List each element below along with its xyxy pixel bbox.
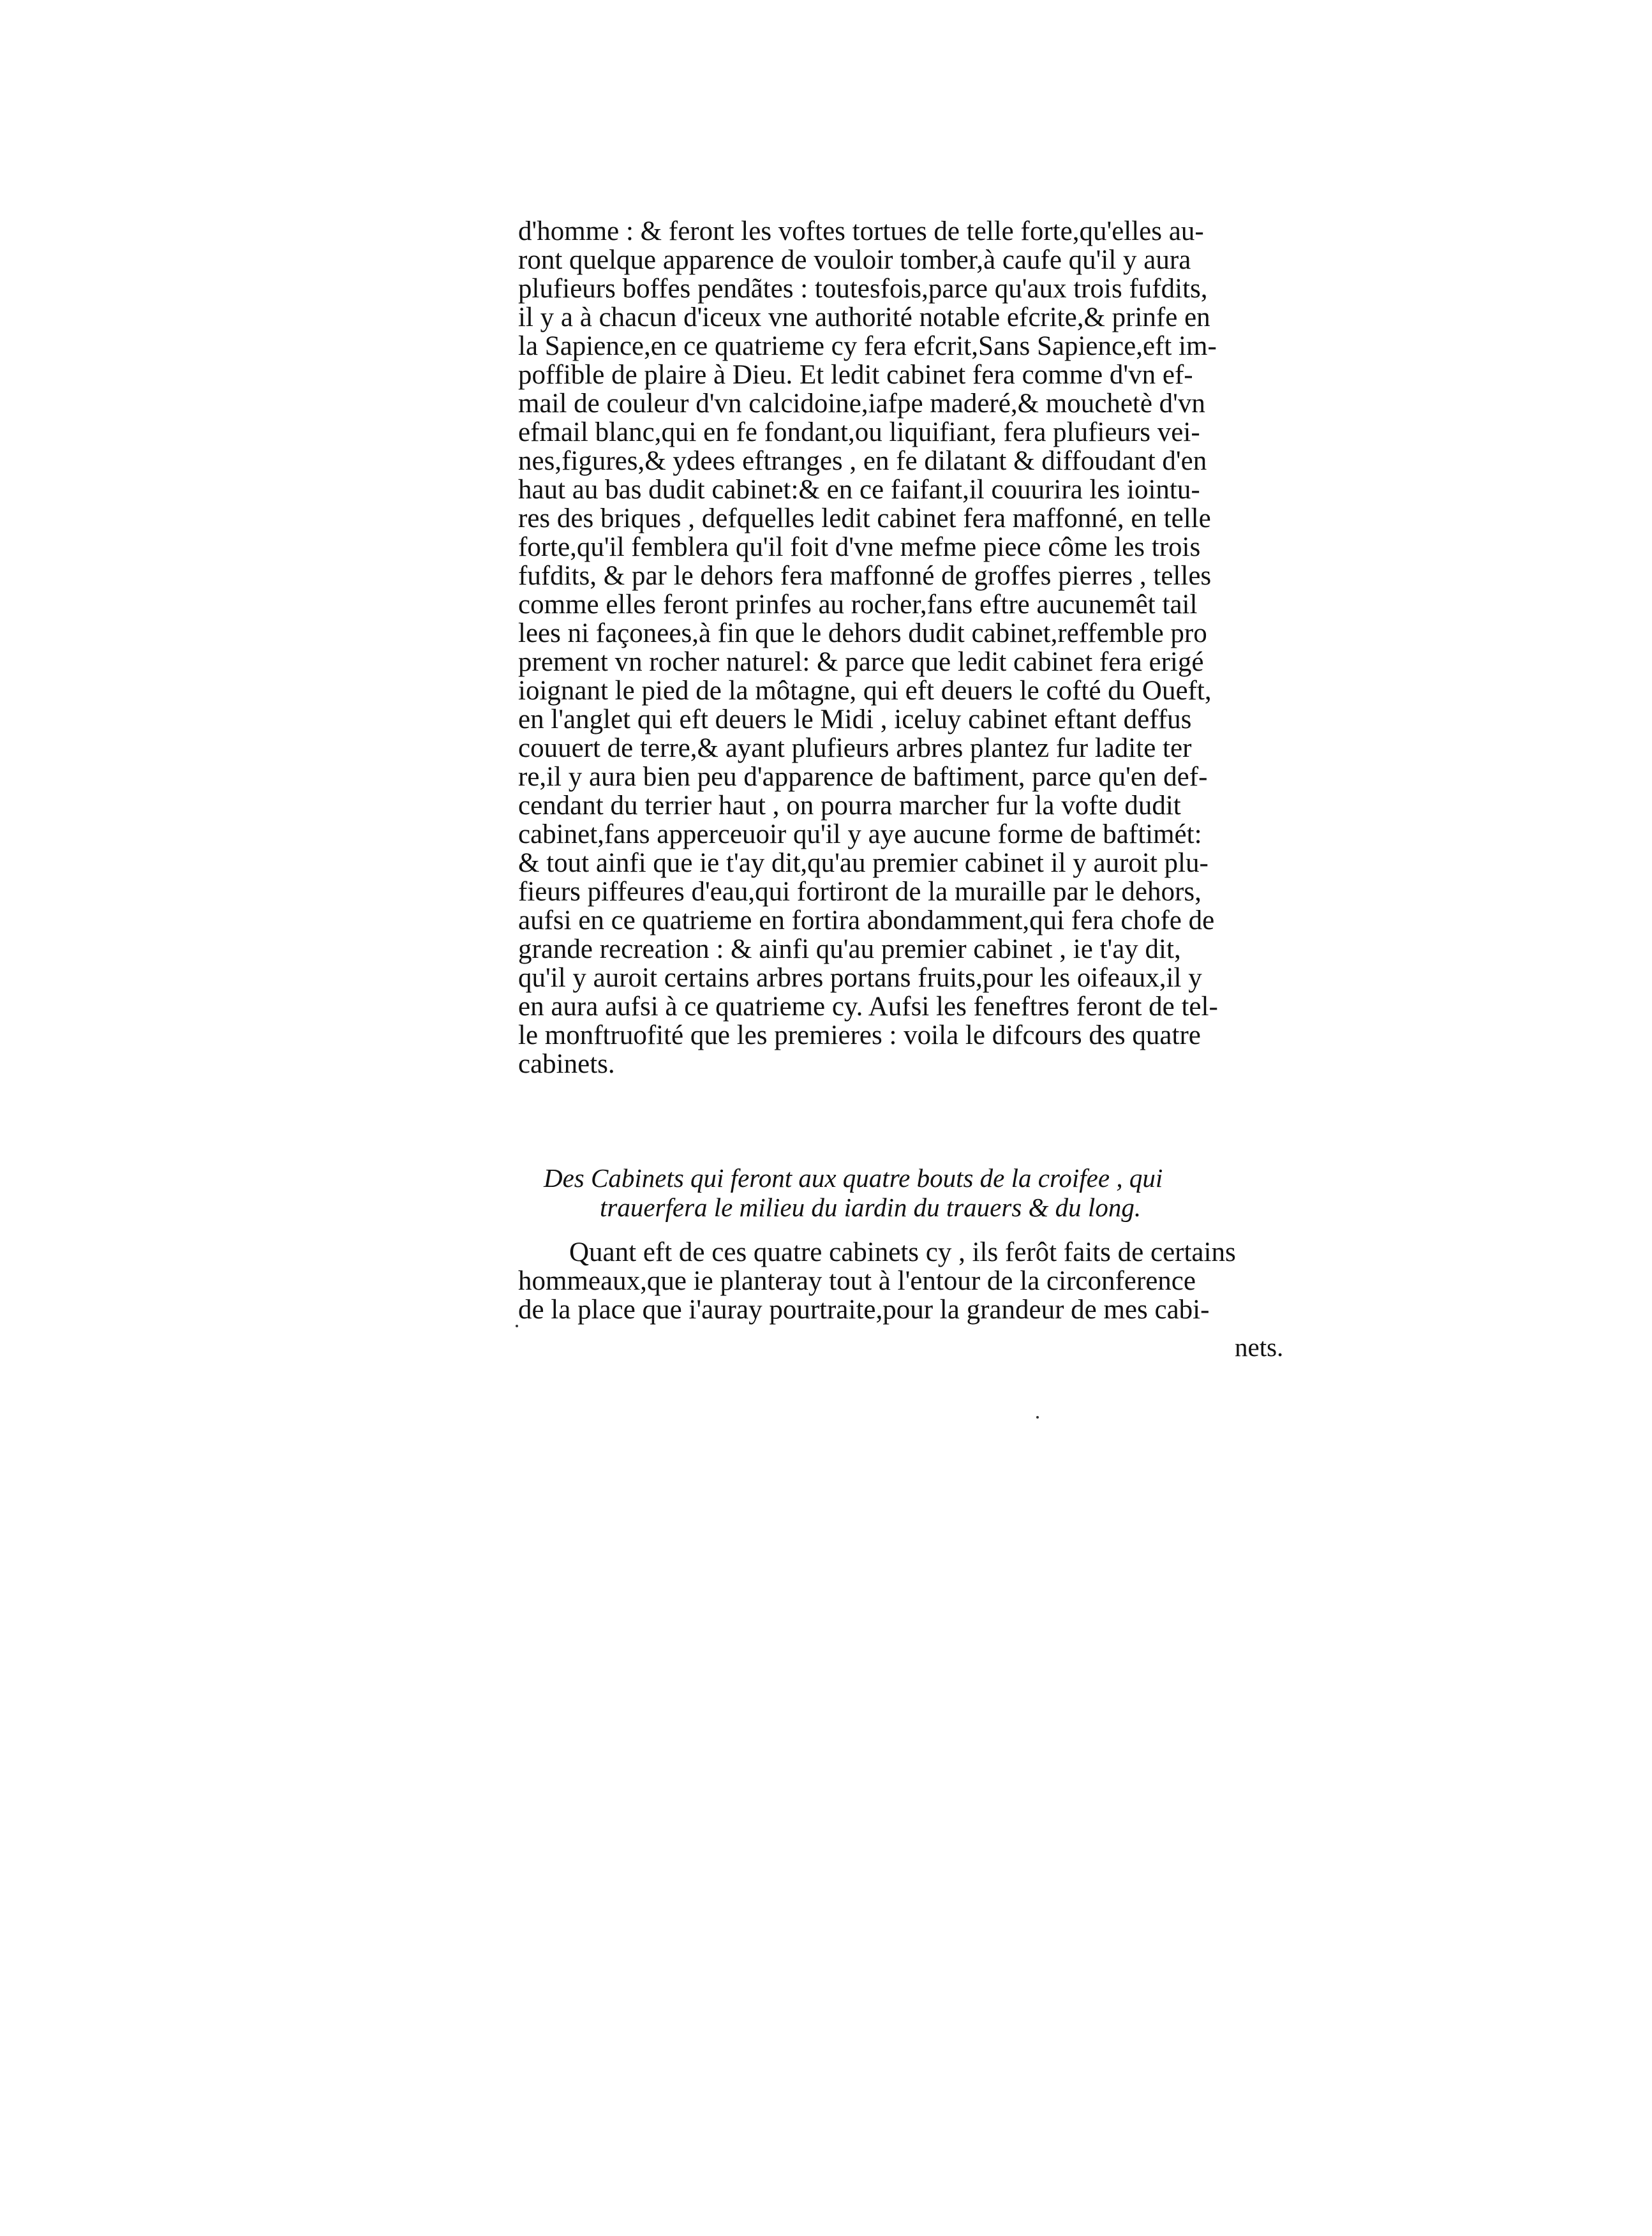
text-line: grande recreation : & ainfi qu'au premier cabinet , ie t'ay dit, [518, 934, 1181, 964]
section-heading [544, 1163, 1277, 1222]
text-line: efmail blanc,qui en fe fondant,ou liquifiant, fera plufieurs vei- [518, 417, 1200, 447]
text-line: il y a à chacun d'iceux vne authorité notable efcrite,& prinfe en [518, 302, 1210, 332]
ink-speck [516, 1325, 518, 1327]
ink-speck [1036, 1416, 1039, 1419]
text-line: fufdits, & par le dehors fera maffonné de groffes pierres , telles [518, 561, 1212, 591]
heading-line: Des Cabinets qui feront aux quatre bouts de la croifee , qui [544, 1163, 1163, 1193]
text-line: Quant eft de ces quatre cabinets cy , ils ferôt faits de certains [569, 1237, 1236, 1267]
text-line: ioignant le pied de la môtagne, qui eft deuers le cofté du Oueft, [518, 676, 1212, 706]
text-line: mail de couleur d'vn calcidoine,iafpe maderé,& mouchetè d'vn [518, 389, 1205, 419]
text-line: hommeaux,que ie planteray tout à l'entour de la circonference [518, 1266, 1196, 1296]
text-line: res des briques , defquelles ledit cabinet fera maffonné, en telle [518, 503, 1211, 533]
text-line: comme elles feront prinfes au rocher,fans eftre aucunemêt tail [518, 590, 1198, 620]
text-line: poffible de plaire à Dieu. Et ledit cabinet fera comme d'vn ef- [518, 360, 1193, 390]
text-line: re,il y aura bien peu d'apparence de baftiment, parce qu'en def- [518, 762, 1208, 792]
text-line: haut au bas dudit cabinet:& en ce faifant,il couurira les iointu- [518, 475, 1200, 505]
text-line: qu'il y auroit certains arbres portans fruits,pour les oifeaux,il y [518, 963, 1202, 993]
text-line: nes,figures,& ydees eftranges , en fe dilatant & diffoudant d'en [518, 446, 1207, 476]
text-line: le monftruofité que les premieres : voila le difcours des quatre [518, 1020, 1201, 1050]
text-line: couuert de terre,& ayant plufieurs arbres plantez fur ladite ter [518, 733, 1192, 763]
text-line: aufsi en ce quatrieme en fortira abondamment,qui fera chofe de [518, 906, 1215, 935]
text-line: d'homme : & feront les voftes tortues de telle forte,qu'elles au- [518, 216, 1204, 246]
text-line: plufieurs boffes pendãtes : toutesfois,parce qu'aux trois fufdits, [518, 274, 1208, 304]
text-line: prement vn rocher naturel: & parce que ledit cabinet fera erigé [518, 647, 1204, 677]
text-line: la Sapience,en ce quatrieme cy fera efcrit,Sans Sapience,eft im- [518, 331, 1217, 361]
text-line: forte,qu'il femblera qu'il foit d'vne mefme piece côme les trois [518, 532, 1201, 562]
body-text [518, 217, 1293, 1078]
text-line: de la place que i'auray pourtraite,pour la grandeur de mes cabi- [518, 1295, 1210, 1325]
catchword: nets. [1235, 1332, 1284, 1362]
heading-line: trauerfera le milieu du iardin du trauers & du long. [600, 1193, 1142, 1222]
text-line: ront quelque apparence de vouloir tomber,à caufe qu'il y aura [518, 245, 1191, 275]
text-line: en l'anglet qui eft deuers le Midi , iceluy cabinet eftant deffus [518, 704, 1192, 734]
text-line: en aura aufsi à ce quatrieme cy. Aufsi les feneftres feront de tel- [518, 992, 1218, 1022]
second-paragraph [518, 1238, 1293, 1324]
text-line: lees ni façonees,à fin que le dehors dudit cabinet,reffemble pro [518, 618, 1207, 648]
text-line: cabinet,fans apperceuoir qu'il y aye aucune forme de baftimét: [518, 819, 1202, 849]
text-line: cendant du terrier haut , on pourra marcher fur la vofte dudit [518, 791, 1181, 821]
text-line: cabinets. [518, 1049, 615, 1079]
text-line: & tout ainfi que ie t'ay dit,qu'au premier cabinet il y auroit plu- [518, 848, 1209, 878]
text-line: fieurs piffeures d'eau,qui fortiront de la muraille par le dehors, [518, 877, 1202, 907]
